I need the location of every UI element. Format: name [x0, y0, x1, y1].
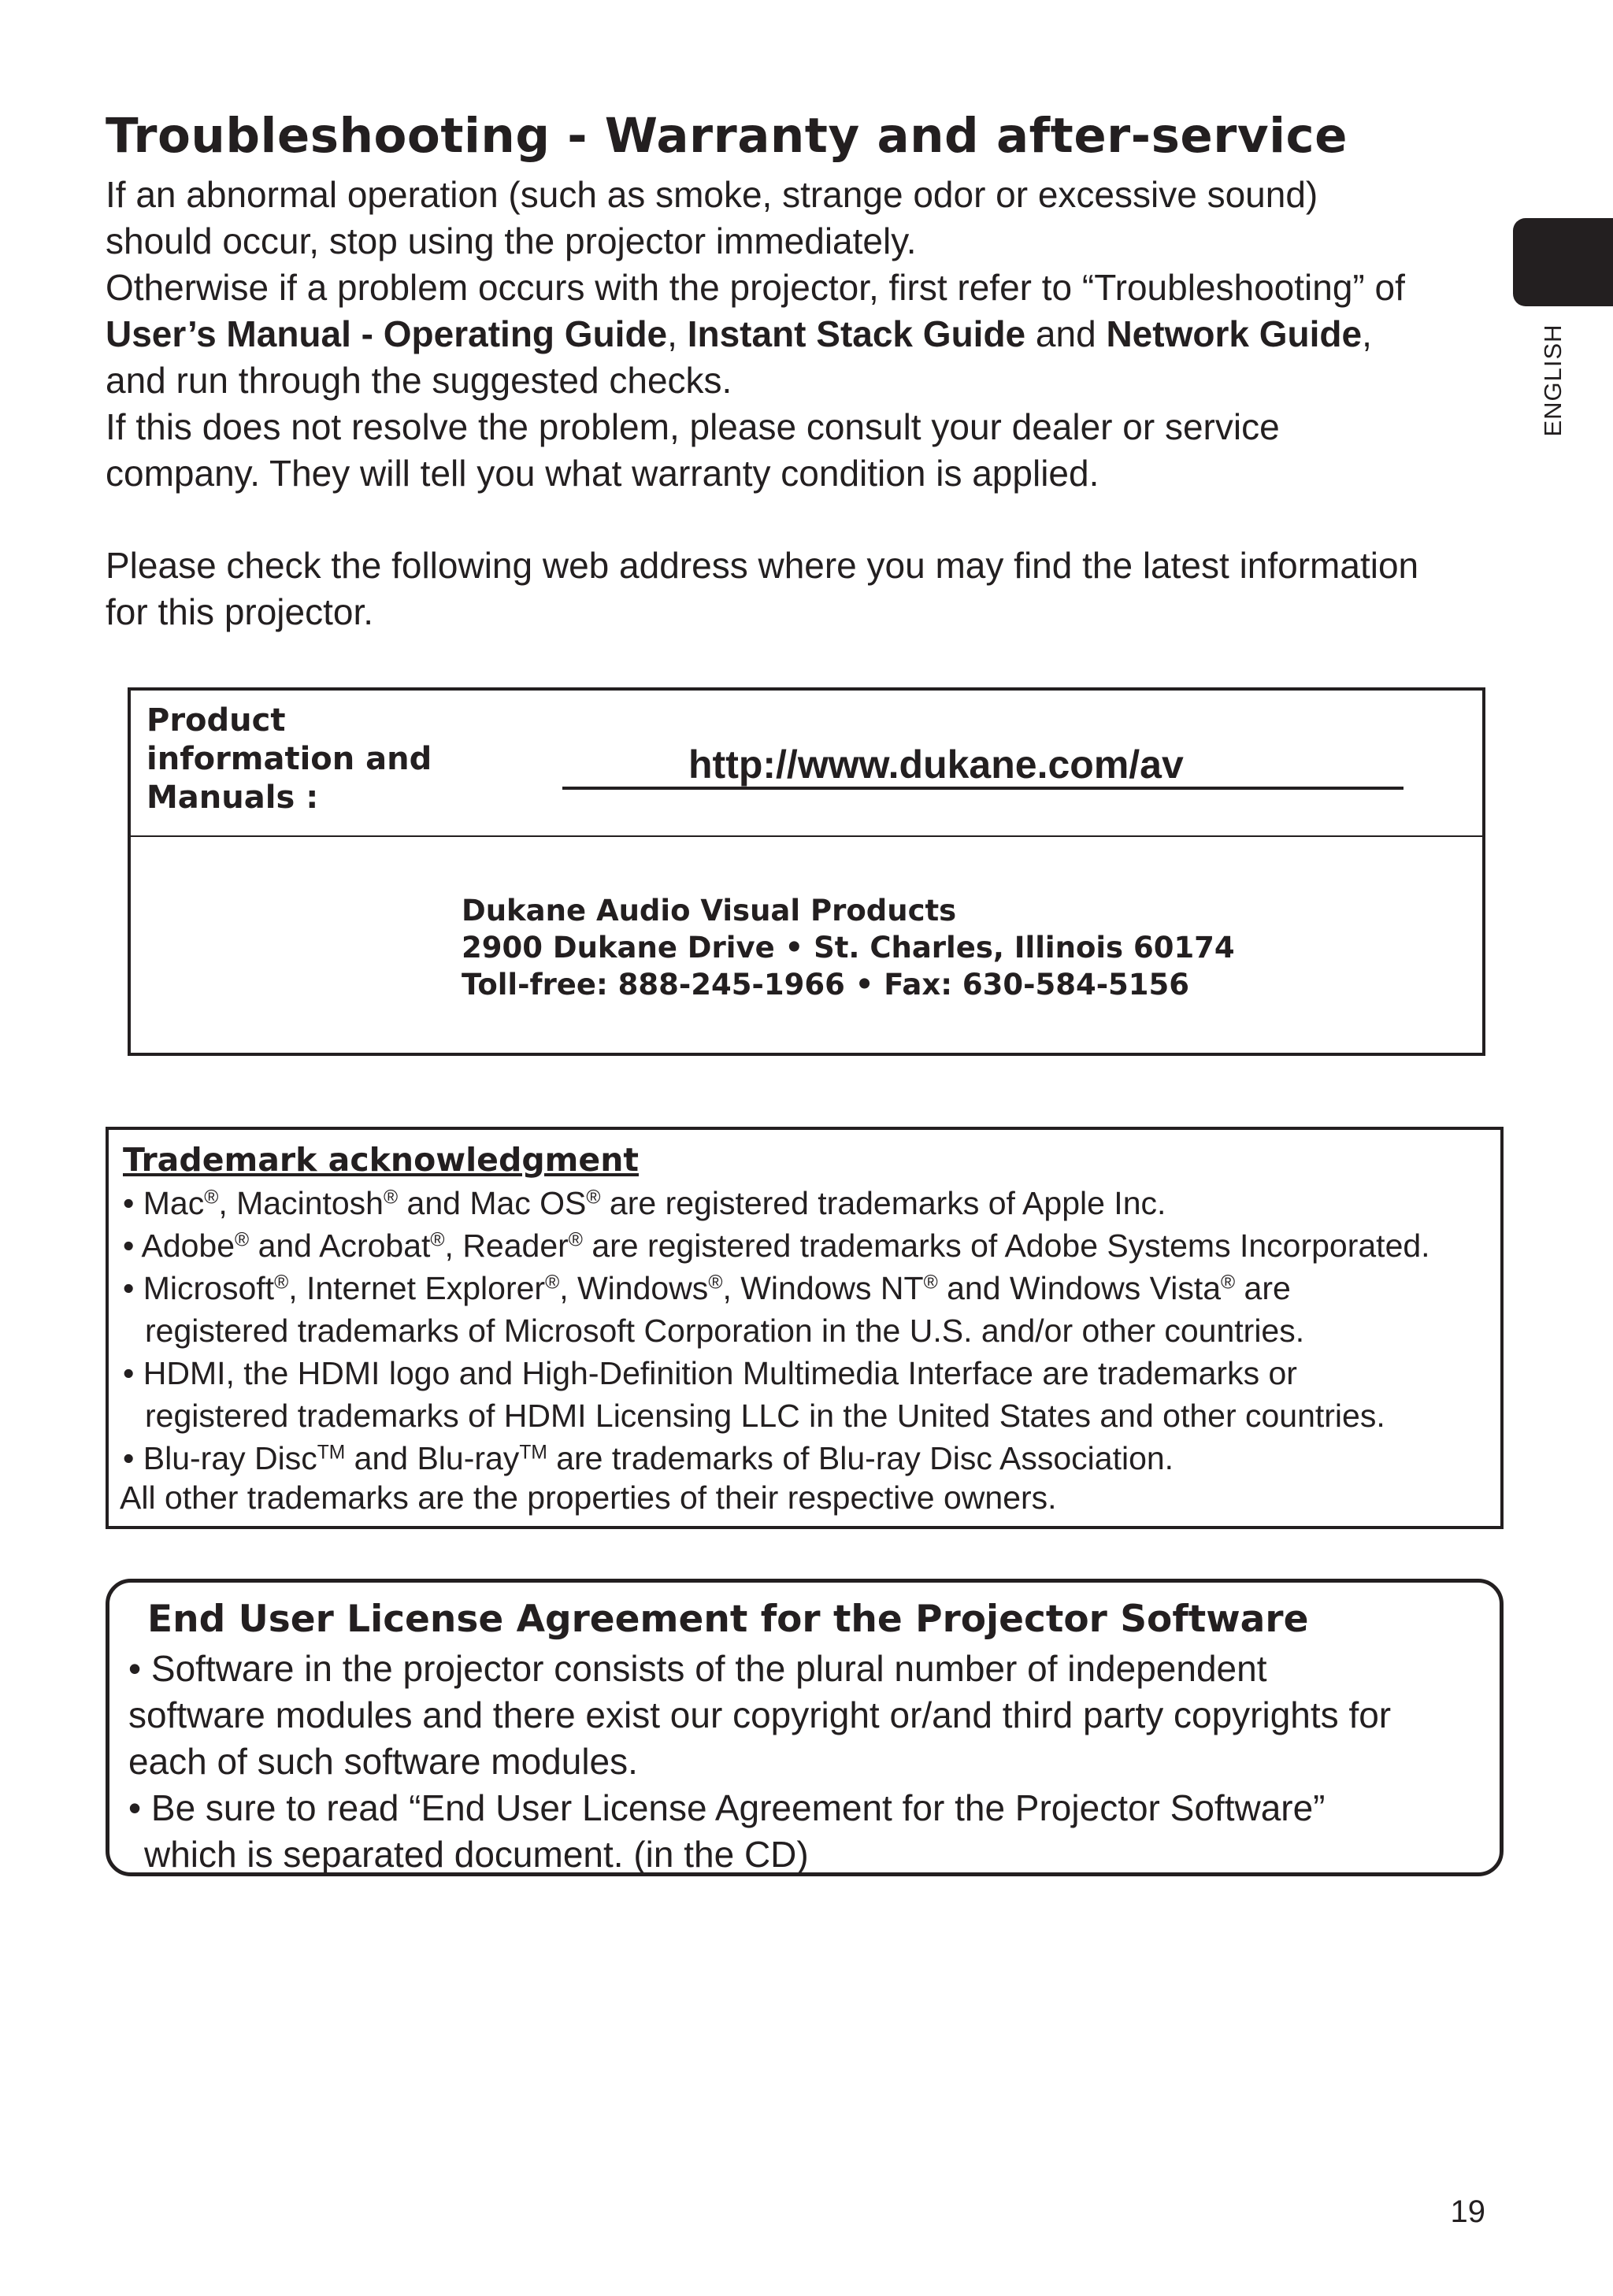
eula-line: each of such software modules. — [128, 1741, 638, 1782]
separator: , — [1362, 313, 1372, 354]
url-underline — [562, 739, 1403, 790]
eula-body — [128, 1646, 1391, 1878]
separator: and — [1025, 313, 1107, 354]
intro-line-8: Please check the following web address where you may find the latest information — [106, 545, 1419, 586]
manual-instant-stack-guide: Instant Stack Guide — [687, 313, 1026, 354]
trademark-item-adobe: • Adobe® and Acrobat®, Reader® are registered trademarks of Adobe Systems Incorporated. — [123, 1228, 1430, 1264]
trademark-list — [123, 1182, 1430, 1479]
product-url-link[interactable]: http://www.dukane.com/av — [688, 742, 1184, 787]
trademark-item-microsoft: • Microsoft®, Internet Explorer®, Windows®, Windows NT® and Windows Vista® are registered trademarks of Microsoft Corporation in the U.S. and/or other countries. — [123, 1270, 1305, 1349]
separator: , — [667, 313, 688, 354]
street-address: 2900 Dukane Drive • St. Charles, Illinois 60174 — [462, 931, 1235, 965]
page-number: 19 — [1450, 2194, 1485, 2229]
label-line: Manuals : — [146, 780, 319, 816]
label-line: Product — [146, 702, 286, 739]
intro-line-1: If an abnormal operation (such as smoke, strange odor or excessive sound) — [106, 174, 1318, 215]
trademark-item-apple: • Mac®, Macintosh® and Mac OS® are registered trademarks of Apple Inc. — [123, 1185, 1166, 1221]
eula-line: software modules and there exist our copyright or/and third party copyrights for — [128, 1694, 1392, 1735]
manual-network-guide: Network Guide — [1106, 313, 1363, 354]
product-info-box — [128, 687, 1485, 1056]
label-line: information and — [146, 741, 432, 777]
intro-line-4 — [106, 311, 1372, 357]
eula-line: • Software in the projector consists of the plural number of independent — [128, 1648, 1267, 1689]
eula-line: • Be sure to read “End User License Agreement for the Projector Software” — [128, 1787, 1326, 1828]
language-label: ENGLISH — [1539, 324, 1567, 437]
page-title: Troubleshooting - Warranty and after-service — [106, 108, 1348, 164]
company-address — [462, 892, 1235, 1003]
manual-operating-guide: User’s Manual - Operating Guide — [106, 313, 668, 354]
trademark-other-note: All other trademarks are the properties of their respective owners. — [120, 1479, 1057, 1516]
intro-line-7: company. They will tell you what warranty condition is applied. — [106, 453, 1099, 494]
intro-line-2: should occur, stop using the projector immediately. — [106, 220, 917, 261]
intro-line-6: If this does not resolve the problem, please consult your dealer or service — [106, 406, 1280, 447]
company-name: Dukane Audio Visual Products — [462, 894, 957, 928]
intro-line-9: for this projector. — [106, 591, 374, 632]
eula-box — [106, 1579, 1504, 1876]
trademark-box — [106, 1127, 1504, 1529]
language-tab — [1513, 218, 1613, 306]
phone-fax: Toll-free: 888-245-1966 • Fax: 630-584-5156 — [462, 968, 1190, 1002]
trademark-item-bluray: • Blu-ray Disc™ and Blu-ray™ are trademarks of Blu-ray Disc Association. — [123, 1440, 1174, 1476]
trademark-item-hdmi: • HDMI, the HDMI logo and High-Definition Multimedia Interface are trademarks or registered trademarks of HDMI Licensing LLC in the United States and other countries. — [123, 1355, 1385, 1434]
trademark-title: Trademark acknowledgment — [123, 1141, 639, 1179]
info-box-divider — [131, 835, 1482, 837]
product-info-label — [146, 702, 462, 817]
eula-title: End User License Agreement for the Projector Software — [147, 1598, 1309, 1641]
intro-line-3: Otherwise if a problem occurs with the projector, first refer to “Troubleshooting” of — [106, 267, 1405, 308]
eula-line: which is separated document. (in the CD) — [144, 1834, 809, 1875]
intro-line-5: and run through the suggested checks. — [106, 360, 732, 401]
